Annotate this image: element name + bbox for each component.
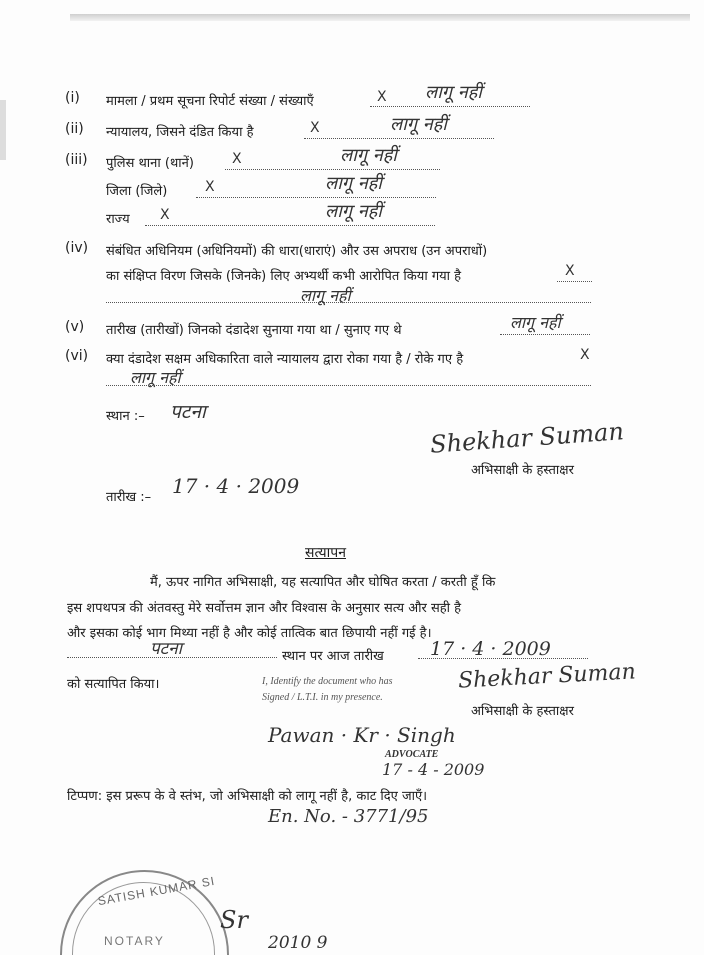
dotted-line [225,169,440,170]
handwritten-entry: लागू नहीं [325,173,382,194]
note-text: टिप्पण: इस प्ररूप के वे स्तंभ, जो अभिसाक्षी को लागू नहीं है, काट दिए जाएँ। [67,789,428,804]
cross-mark: X [205,179,215,195]
dotted-line [196,197,436,198]
place-label: स्थान :– [106,409,145,424]
deponent-signature: Shekhar Suman [457,659,637,694]
dotted-line [500,334,590,335]
verification-text: इस शपथपत्र की अंतवस्तु मेरे सर्वोत्तम ज्ञान और विश्वास के अनुसार सत्य और सही है [67,601,462,616]
date-label: तारीख :– [106,490,152,505]
scan-edge-left [0,100,6,160]
notary-initial: Sr [220,906,248,934]
identification-stamp: Signed / L.T.I. in my presence. [262,692,383,703]
handwritten-entry: लागू नहीं [390,114,447,135]
item-number: (vi) [65,348,89,364]
dotted-line [106,302,591,303]
dotted-line [418,658,588,659]
advocate-date: 17 - 4 - 2009 [382,760,485,779]
item-label: मामला / प्रथम सूचना रिपोर्ट संख्या / संख्याएँ [106,94,314,109]
verified-text: को सत्यापित किया। [67,677,160,692]
handwritten-entry: लागू नहीं [130,368,181,387]
cross-mark: X [580,347,590,363]
cross-mark: X [565,263,575,279]
signature-caption: अभिसाक्षी के हस्ताक्षर [471,463,574,478]
item-label: न्यायालय, जिसने दंडित किया है [106,125,254,140]
handwritten-entry: लागू नहीं [510,313,561,332]
item-label: का संक्षिप्त विरण जिसके (जिनके) लिए अभ्यर्थी कभी आरोपित किया गया है [106,269,462,284]
dotted-line [67,657,277,658]
item-label: तारीख (तारीखों) जिनको दंडादेश सुनाया गया था / सुनाए गए थे [106,323,402,338]
dotted-line [370,106,530,107]
verification-place-handwritten: पटना [150,639,183,659]
seal-text: SATISH KUMAR SI [96,873,217,909]
handwritten-entry: लागू नहीं [325,201,382,222]
item-number: (iv) [65,240,89,256]
notary-date: 2010 9 [268,933,328,953]
verification-place-text: स्थान पर आज तारीख [282,649,384,664]
cross-mark: X [232,151,242,167]
verification-text: मैं, ऊपर नागित अभिसाक्षी, यह सत्यापित और घोषित करता / करती हूँ कि [150,575,496,590]
handwritten-entry: लागू नहीं [340,145,397,166]
deponent-signature: Shekhar Suman [429,417,625,459]
item-label: संबंधित अधिनियम (अधिनियमों) की धारा(धाराएं) और उस अपराध (उन अपराधों) [106,244,488,259]
item-label: पुलिस थाना (थानें) [106,156,194,171]
dotted-line [145,225,435,226]
advocate-label: ADVOCATE [385,749,439,760]
cross-mark: X [377,89,387,105]
dotted-line [106,385,591,386]
verification-date-handwritten: 17 · 4 · 2009 [430,638,551,660]
cross-mark: X [310,120,320,136]
dotted-line [304,138,494,139]
signature-caption: अभिसाक्षी के हस्ताक्षर [471,704,574,719]
item-number: (i) [65,90,80,106]
verification-title: सत्यापन [305,545,346,561]
verification-text: और इसका कोई भाग मिथ्या नहीं है और कोई तात्विक बात छिपायी नहीं गई है। [67,626,432,641]
enrolment-number: En. No. - 3771/95 [268,806,429,827]
advocate-signature: Pawan · Kr · Singh [268,723,456,747]
item-number: (v) [65,319,85,335]
handwritten-entry: लागू नहीं [425,82,482,103]
dotted-line [557,281,592,282]
item-number: (iii) [65,152,88,168]
scan-edge-top [70,14,690,21]
cross-mark: X [160,207,170,223]
item-label: राज्य [106,212,130,227]
notary-seal [60,870,229,955]
item-label: क्या दंडादेश सक्षम अधिकारिता वाले न्यायालय द्वारा रोका गया है / रोके गए है [106,352,464,367]
seal-subtext: NOTARY [104,934,165,948]
date-handwritten: 17 · 4 · 2009 [172,474,300,498]
item-number: (ii) [65,121,84,137]
place-handwritten: पटना [170,401,206,423]
item-label: जिला (जिले) [106,184,168,199]
handwritten-entry: लागू नहीं [300,286,351,305]
identification-stamp: I, Identify the document who has [262,676,393,687]
